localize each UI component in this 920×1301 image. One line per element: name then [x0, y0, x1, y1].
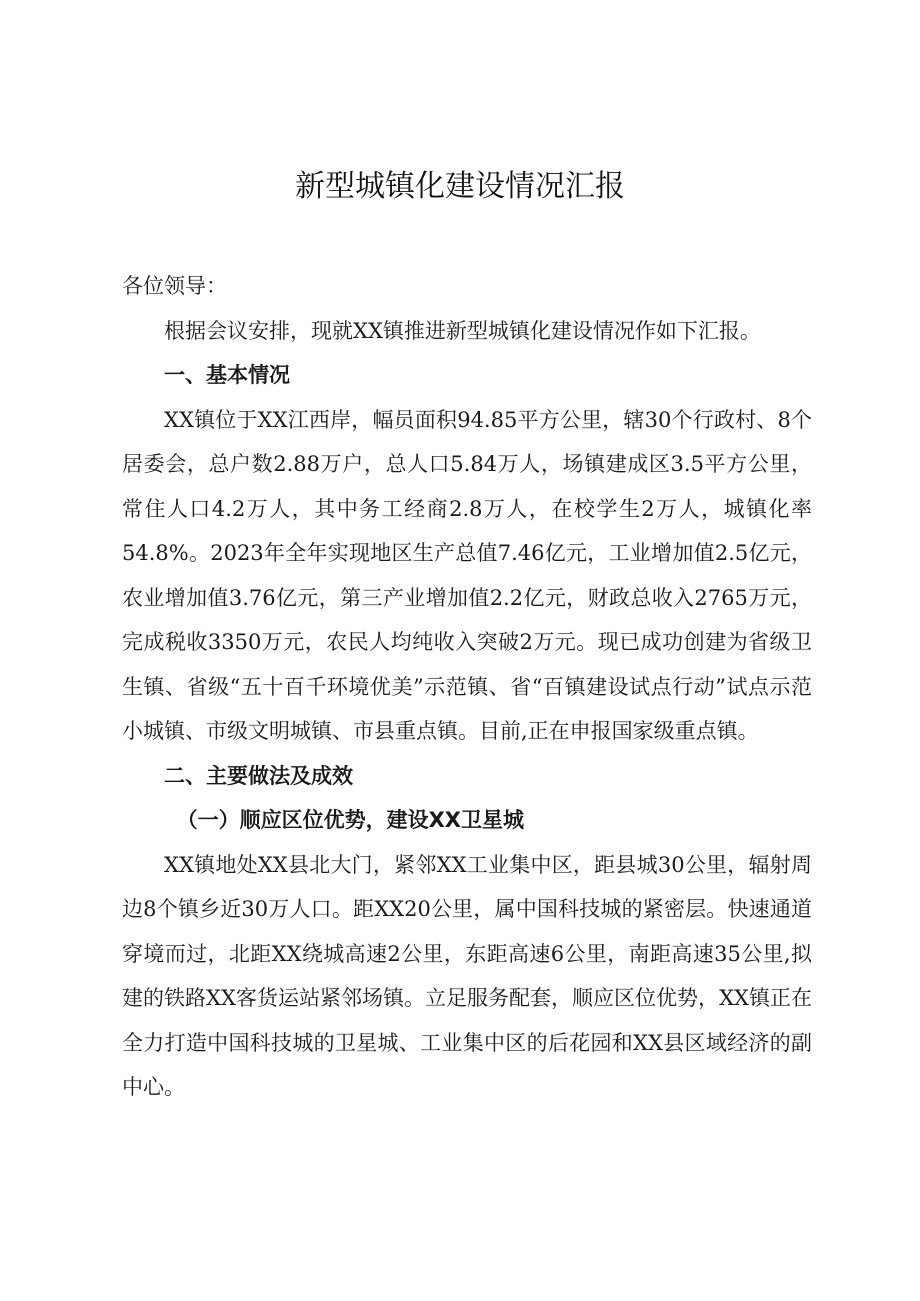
section-heading-measures: 二、主要做法及成效: [164, 763, 353, 788]
intro-paragraph: 根据会议安排，现就XX镇推进新型城镇化建设情况作如下汇报。: [164, 318, 761, 343]
basic-situation-paragraph: XX镇位于XX江西岸，幅员面积94.85平方公里，辖30个行政村、8个居委会，总户数2.88万户，总人口5.84万人，场镇建成区3.5平方公里，常住人口4.2万人，其中务工经商2.8万人，在校学生2万人，城镇化率54.8%。2023年全年实现地区生产总值7.46亿元，工业增加值2.5亿元，农业增加值3.76亿元，第三产业增加值2.2亿元，财政总收入2765万元，完成税收3350万元，农民人均纯收入突破2万元。现已成功创建为省级卫生镇、省级“五十百千环境优美”示范镇、省“百镇建设试点行动”试点示范小城镇、市级文明城镇、市县重点镇。目前,正在申报国家级重点镇。: [122, 407, 812, 743]
subsection-heading-location: （一）顺应区位优势，建设XX卫星城: [176, 808, 524, 832]
document-title: 新型城镇化建设情况汇报: [295, 169, 625, 204]
salutation: 各位领导：: [122, 274, 227, 298]
location-paragraph: XX镇地处XX县北大门，紧邻XX工业集中区，距县城30公里，辐射周边8个镇乡近30万人口。距XX20公里，属中国科技城的紧密层。快速通道穿境而过，北距XX绕城高速2公里，东距高速6公里，南距高速35公里,拟建的铁路XX客货运站紧邻场镇。立足服务配套，顺应区位优势，XX镇正在全力打造中国科技城的卫星城、工业集中区的后花园和XX县区域经济的副中心。: [122, 852, 812, 1099]
document-body: [122, 264, 812, 1110]
section-heading-basic: 一、基本情况: [164, 363, 290, 387]
